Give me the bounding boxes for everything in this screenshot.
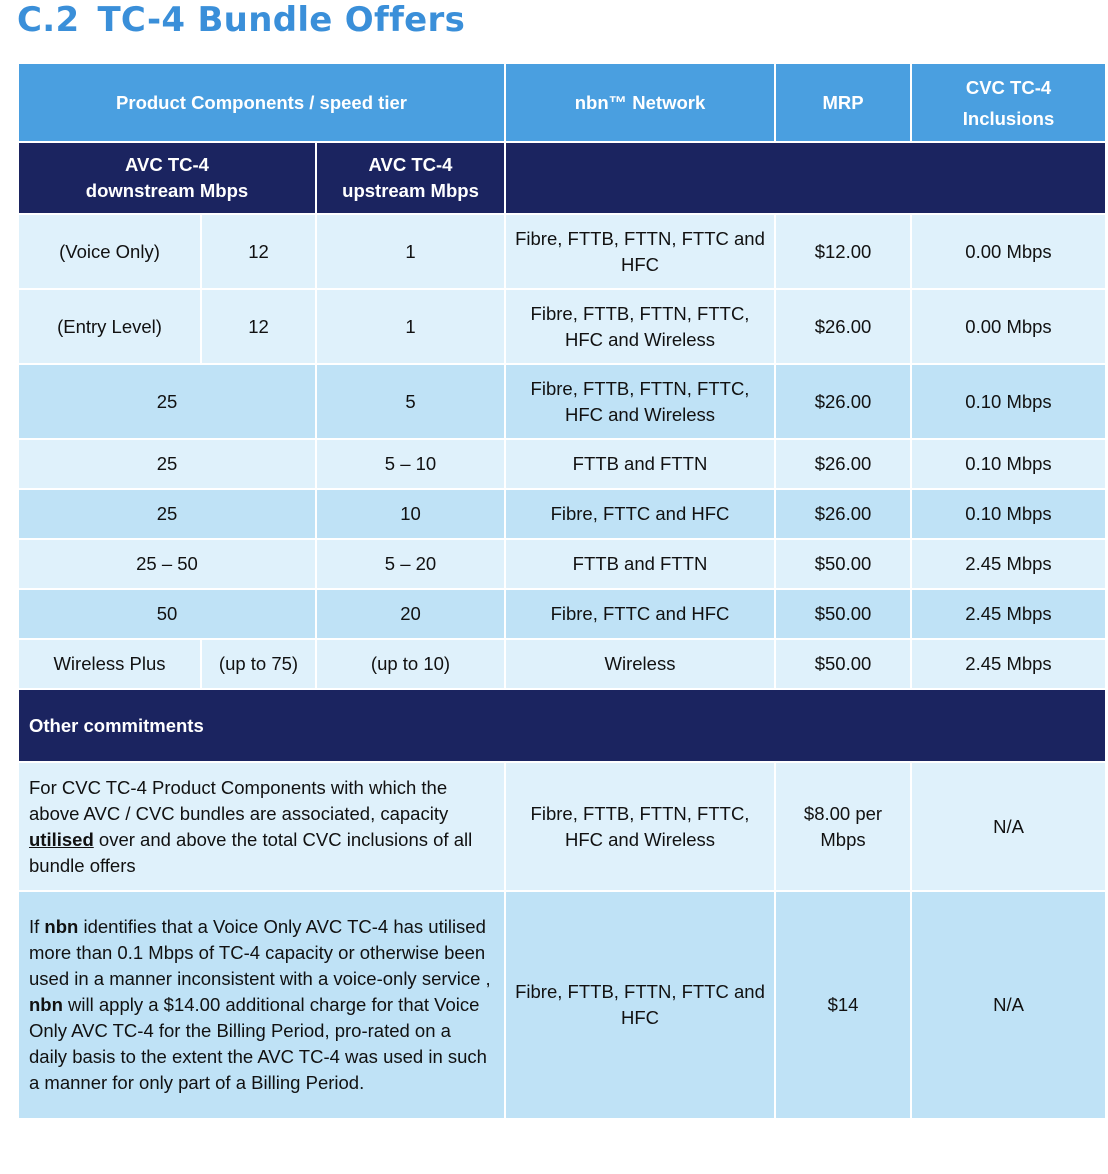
row-upstream: 20 [316, 589, 505, 639]
row-upstream: 5 – 20 [316, 539, 505, 589]
row-downstream: 12 [201, 289, 316, 364]
row-network: Fibre, FTTB, FTTN, FTTC, HFC and Wireless [505, 289, 775, 364]
table-row [18, 539, 1106, 589]
row-mrp: $8.00 per Mbps [775, 762, 911, 891]
row-network: Wireless [505, 639, 775, 689]
row-downstream: 25 [18, 439, 316, 489]
header-cvc-inclusions: CVC TC-4 Inclusions [911, 63, 1106, 142]
row-cvc: 2.45 Mbps [911, 589, 1106, 639]
row-label: Wireless Plus [18, 639, 201, 689]
row-mrp: $26.00 [775, 439, 911, 489]
other-description: If nbn identifies that a Voice Only AVC TC-4 has utilised more than 0.1 Mbps of TC-4 capacity or otherwise been used in a manner inconsistent with a voice-only service , nbn will apply a $14.00 additional charge for that Voice Only AVC TC-4 for the Billing Period, pro-rated on a daily basis to the extent the AVC TC-4 was used in such a manner for only part of a Billing Period. [18, 891, 505, 1119]
table-row [18, 891, 1106, 1119]
table-subheader-row [18, 142, 1106, 214]
row-downstream: 25 [18, 489, 316, 539]
table-row [18, 364, 1106, 439]
row-network: FTTB and FTTN [505, 539, 775, 589]
row-mrp: $26.00 [775, 489, 911, 539]
subheader-upstream: AVC TC-4 upstream Mbps [316, 142, 505, 214]
row-downstream: 25 [18, 364, 316, 439]
row-upstream: 10 [316, 489, 505, 539]
other-commitments-heading: Other commitments [18, 689, 1106, 762]
row-network: Fibre, FTTB, FTTN, FTTC, HFC and Wireless [505, 364, 775, 439]
row-cvc: N/A [911, 762, 1106, 891]
row-downstream: 50 [18, 589, 316, 639]
table-row [18, 639, 1106, 689]
header-mrp: MRP [775, 63, 911, 142]
table-row [18, 589, 1106, 639]
header-network: nbn™ Network [505, 63, 775, 142]
row-network: Fibre, FTTB, FTTN, FTTC and HFC [505, 891, 775, 1119]
row-upstream: 5 [316, 364, 505, 439]
row-label: (Voice Only) [18, 214, 201, 289]
row-mrp: $12.00 [775, 214, 911, 289]
row-mrp: $50.00 [775, 639, 911, 689]
table-row [18, 214, 1106, 289]
subheader-downstream: AVC TC-4 downstream Mbps [18, 142, 316, 214]
row-upstream: 5 – 10 [316, 439, 505, 489]
row-downstream: (up to 75) [201, 639, 316, 689]
table-row [18, 289, 1106, 364]
row-cvc: 0.10 Mbps [911, 489, 1106, 539]
row-cvc: 0.00 Mbps [911, 214, 1106, 289]
section-number: C.2 [17, 0, 80, 40]
other-description: For CVC TC-4 Product Components with which the above AVC / CVC bundles are associated, capacity utilised over and above the total CVC inclusions of all bundle offers [18, 762, 505, 891]
row-network: FTTB and FTTN [505, 439, 775, 489]
row-cvc: 0.00 Mbps [911, 289, 1106, 364]
row-cvc: 0.10 Mbps [911, 439, 1106, 489]
page-title [17, 0, 465, 44]
row-label: (Entry Level) [18, 289, 201, 364]
table-row [18, 439, 1106, 489]
row-downstream: 25 – 50 [18, 539, 316, 589]
row-mrp: $26.00 [775, 289, 911, 364]
row-network: Fibre, FTTC and HFC [505, 589, 775, 639]
table-row [18, 489, 1106, 539]
row-cvc: N/A [911, 891, 1106, 1119]
row-mrp: $50.00 [775, 539, 911, 589]
row-network: Fibre, FTTC and HFC [505, 489, 775, 539]
bundle-offers-table [17, 62, 1107, 1120]
row-network: Fibre, FTTB, FTTN, FTTC and HFC [505, 214, 775, 289]
row-upstream: 1 [316, 289, 505, 364]
section-header-row [18, 689, 1106, 762]
subheader-blank [505, 142, 1106, 214]
row-cvc: 2.45 Mbps [911, 539, 1106, 589]
row-downstream: 12 [201, 214, 316, 289]
row-mrp: $14 [775, 891, 911, 1119]
header-product-components: Product Components / speed tier [18, 63, 505, 142]
table-row [18, 762, 1106, 891]
row-upstream: 1 [316, 214, 505, 289]
row-network: Fibre, FTTB, FTTN, FTTC, HFC and Wireless [505, 762, 775, 891]
section-title: TC-4 Bundle Offers [97, 0, 466, 40]
row-cvc: 2.45 Mbps [911, 639, 1106, 689]
row-mrp: $26.00 [775, 364, 911, 439]
row-mrp: $50.00 [775, 589, 911, 639]
table-header-row [18, 63, 1106, 142]
row-upstream: (up to 10) [316, 639, 505, 689]
row-cvc: 0.10 Mbps [911, 364, 1106, 439]
